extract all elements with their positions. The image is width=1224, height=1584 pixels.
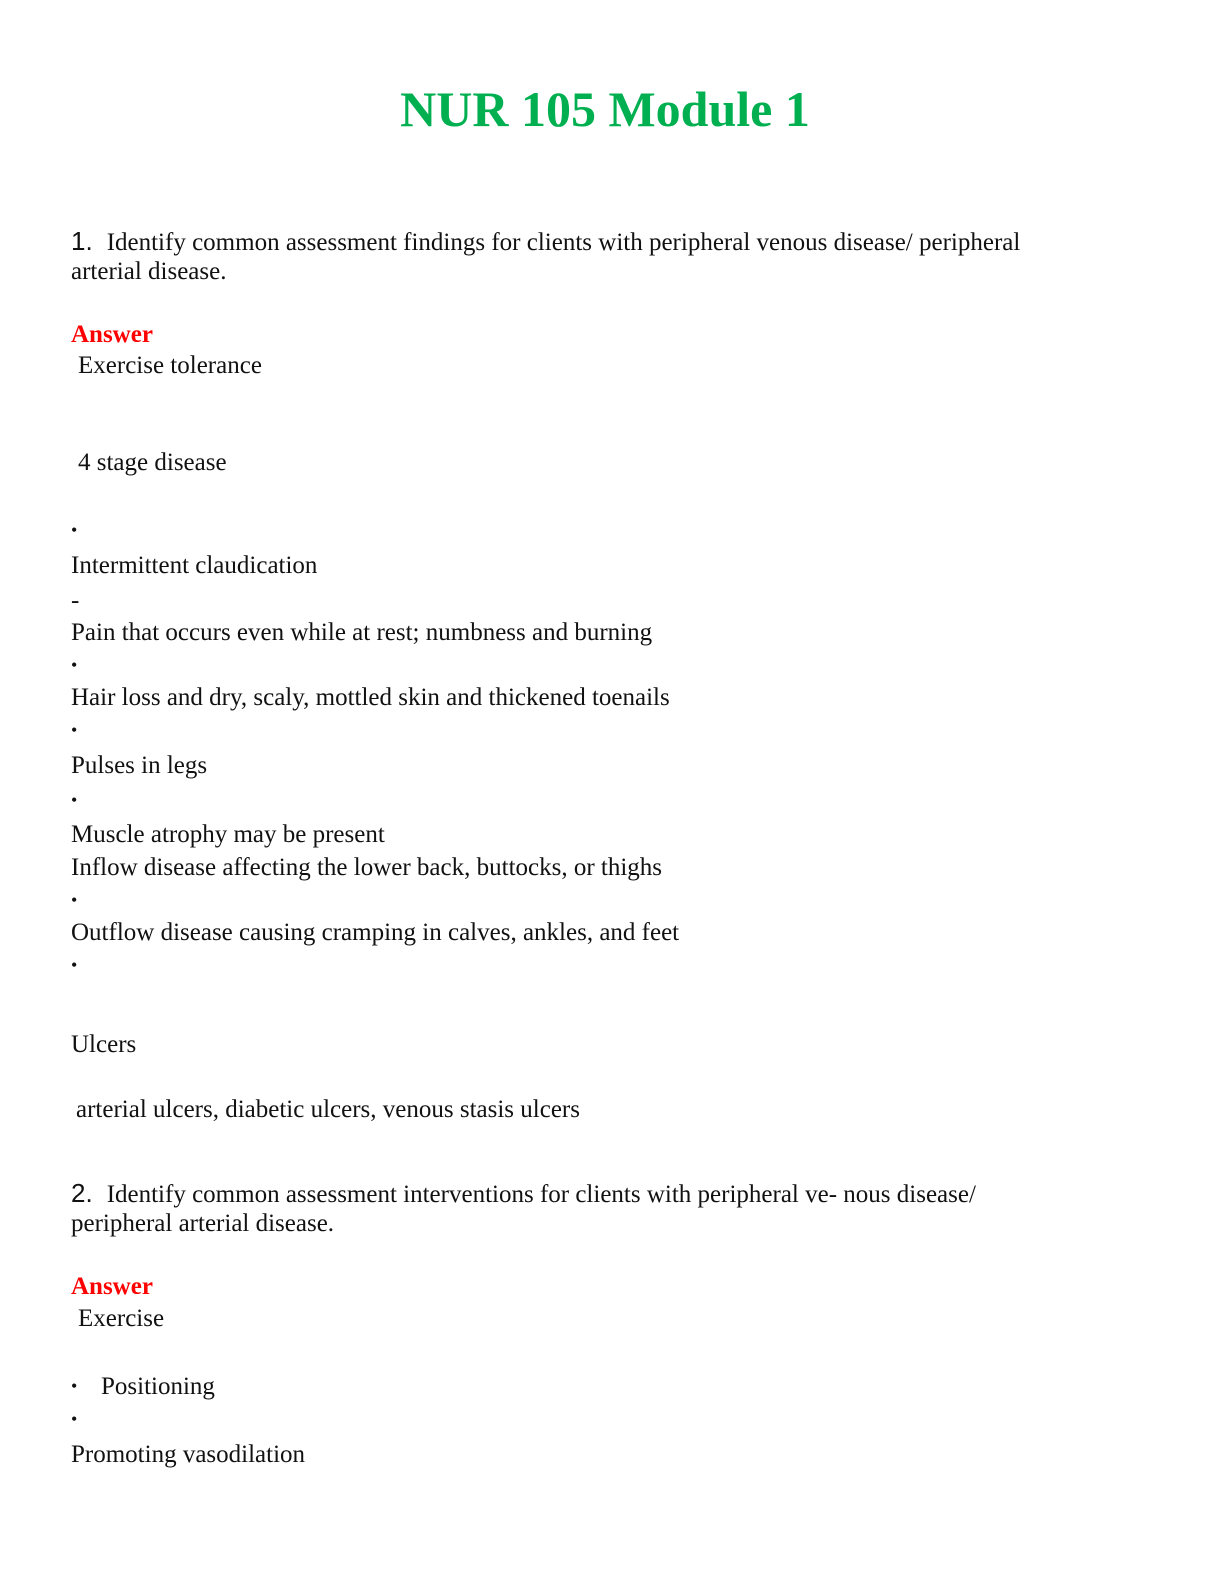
dash: - bbox=[71, 587, 80, 614]
answer-2-exercise: Exercise bbox=[78, 1305, 165, 1332]
answer-1-exercise-tolerance: Exercise tolerance bbox=[78, 352, 262, 379]
answer-1-inflow-disease: Inflow disease affecting the lower back, buttocks, or thighs bbox=[71, 854, 663, 881]
answer-1-stage-disease: 4 stage disease bbox=[78, 449, 227, 476]
question-2-text-line1: Identify common assessment interventions for clients with peripheral ve- nous disease/ bbox=[106, 1181, 976, 1208]
bullet: • bbox=[71, 1376, 78, 1396]
question-1-text-line2: arterial disease. bbox=[71, 258, 227, 285]
question-2-text-line2: peripheral arterial disease. bbox=[71, 1210, 335, 1237]
question-1 bbox=[71, 228, 1020, 255]
answer-2-label: Answer bbox=[71, 1273, 153, 1300]
answer-1-ulcers: Ulcers bbox=[71, 1031, 137, 1058]
answer-1-label: Answer bbox=[71, 321, 153, 348]
bullet: • bbox=[71, 955, 78, 975]
answer-2-positioning: Positioning bbox=[101, 1373, 215, 1400]
bullet: • bbox=[71, 890, 78, 910]
question-1-number: 1. bbox=[71, 226, 93, 256]
answer-1-muscle-atrophy: Muscle atrophy may be present bbox=[71, 821, 385, 848]
answer-1-outflow-disease: Outflow disease causing cramping in calves, ankles, and feet bbox=[71, 919, 680, 946]
bullet: • bbox=[71, 1409, 78, 1429]
answer-1-pulses: Pulses in legs bbox=[71, 752, 208, 779]
answer-2-positioning-item bbox=[71, 1374, 215, 1399]
question-2 bbox=[71, 1180, 976, 1207]
bullet: • bbox=[71, 520, 78, 540]
answer-1-intermittent-claudication: Intermittent claudication bbox=[71, 552, 318, 579]
bullet: • bbox=[71, 655, 78, 675]
answer-1-hair-loss: Hair loss and dry, scaly, mottled skin and thickened toenails bbox=[71, 684, 670, 711]
answer-1-ulcer-types: arterial ulcers, diabetic ulcers, venous stasis ulcers bbox=[76, 1096, 580, 1123]
answer-1-pain-at-rest: Pain that occurs even while at rest; numbness and burning bbox=[71, 619, 653, 646]
bullet: • bbox=[71, 720, 78, 740]
question-1-text-line1: Identify common assessment findings for clients with peripheral venous disease/ peripheral bbox=[106, 229, 1021, 256]
page-title: NUR 105 Module 1 bbox=[400, 81, 810, 137]
answer-2-promoting-vasodilation: Promoting vasodilation bbox=[71, 1441, 306, 1468]
bullet: • bbox=[71, 790, 78, 810]
question-2-number: 2. bbox=[71, 1178, 93, 1208]
